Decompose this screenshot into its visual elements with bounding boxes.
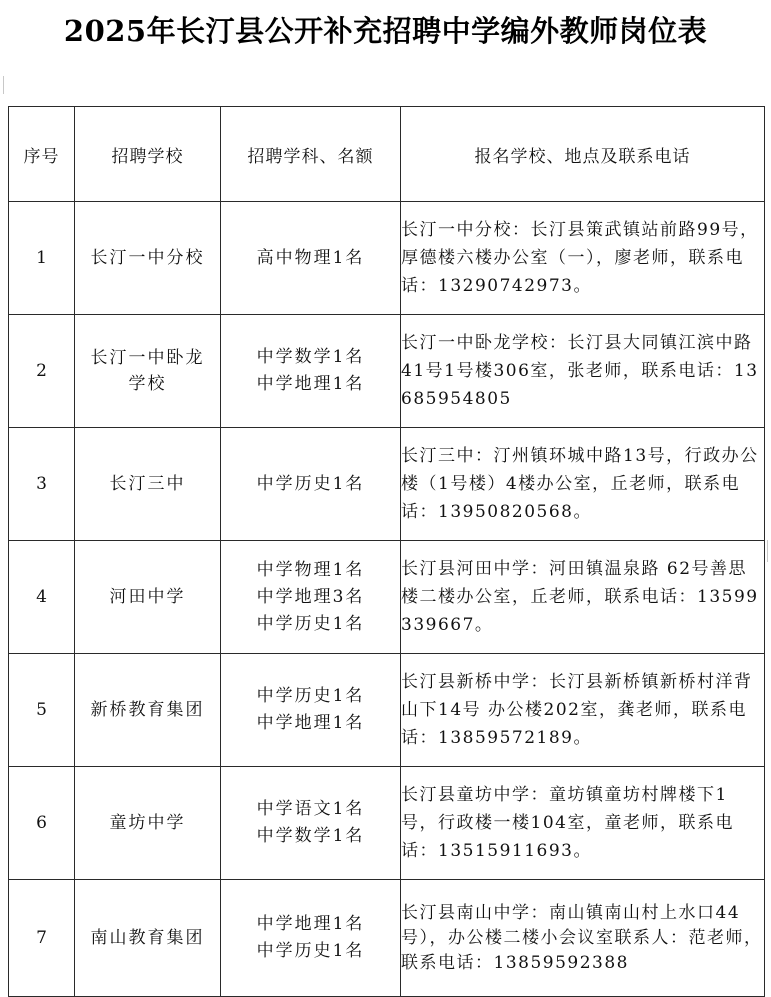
row-index: 1 <box>9 202 75 315</box>
row-subjects <box>221 428 401 541</box>
subject-quota: 中学地理1名 <box>256 374 365 394</box>
row-subjects <box>221 654 401 767</box>
page-edge-mark <box>767 540 768 562</box>
table-row <box>9 880 765 997</box>
subject-quota: 中学历史1名 <box>256 686 365 706</box>
subject-quota: 中学历史1名 <box>256 613 365 634</box>
row-school: 南山教育集团 <box>75 880 221 997</box>
header-index: 序号 <box>9 107 75 202</box>
subject-quota: 中学数学1名 <box>256 347 365 367</box>
row-contact: 长汀县新桥中学：长汀县新桥镇新桥村洋背山下14号 办公楼202室，龚老师，联系电话：13859572189。 <box>401 654 765 767</box>
row-school: 长汀三中 <box>75 428 221 541</box>
subject-quota: 中学历史1名 <box>256 473 365 494</box>
row-subjects <box>221 541 401 654</box>
table-row <box>9 315 765 428</box>
subject-quota: 高中物理1名 <box>256 247 365 268</box>
table-row <box>9 767 765 880</box>
row-contact: 长汀县河田中学：河田镇温泉路 62号善思楼二楼办公室，丘老师，联系电话：13599339667。 <box>401 541 765 654</box>
header-subjects: 招聘学科、名额 <box>221 107 401 202</box>
positions-table <box>8 106 765 997</box>
row-contact: 长汀县南山中学：南山镇南山村上水口44号），办公楼二楼小会议室联系人：范老师，联系电话：13859592388 <box>401 880 765 997</box>
row-contact: 长汀三中：汀州镇环城中路13号，行政办公楼（1号楼）4楼办公室，丘老师，联系电话：13950820568。 <box>401 428 765 541</box>
table-row <box>9 654 765 767</box>
subject-quota: 中学物理1名 <box>256 559 365 580</box>
row-subjects <box>221 767 401 880</box>
row-subjects <box>221 202 401 315</box>
subject-quota: 中学数学1名 <box>256 826 365 846</box>
row-index: 6 <box>9 767 75 880</box>
table-row <box>9 541 765 654</box>
row-contact: 长汀县童坊中学：童坊镇童坊村牌楼下1号，行政楼一楼104室，童老师，联系电话：13515911693。 <box>401 767 765 880</box>
page-title: 2025年长汀县公开补充招聘中学编外教师岗位表 <box>63 14 708 48</box>
row-school: 长汀一中分校 <box>75 202 221 315</box>
row-index: 5 <box>9 654 75 767</box>
header-contact: 报名学校、地点及联系电话 <box>401 107 765 202</box>
subject-quota: 中学语文1名 <box>256 799 365 819</box>
row-contact: 长汀一中卧龙学校：长汀县大同镇江滨中路41号1号楼306室，张老师，联系电话：13685954805 <box>401 315 765 428</box>
page-edge-mark <box>3 76 4 94</box>
row-school: 长汀一中卧龙学校 <box>75 315 221 428</box>
table-row <box>9 202 765 315</box>
table-row <box>9 428 765 541</box>
subject-quota: 中学地理1名 <box>256 713 365 733</box>
subject-quota: 中学地理1名 <box>256 914 365 934</box>
header-school: 招聘学校 <box>75 107 221 202</box>
row-school: 童坊中学 <box>75 767 221 880</box>
row-index: 7 <box>9 880 75 997</box>
row-index: 2 <box>9 315 75 428</box>
subject-quota: 中学历史1名 <box>256 941 365 961</box>
row-subjects <box>221 880 401 997</box>
row-index: 4 <box>9 541 75 654</box>
row-subjects <box>221 315 401 428</box>
row-school: 新桥教育集团 <box>75 654 221 767</box>
subject-quota: 中学地理3名 <box>256 586 365 607</box>
row-contact: 长汀一中分校：长汀县策武镇站前路99号，厚德楼六楼办公室（一），廖老师，联系电话：13290742973。 <box>401 202 765 315</box>
row-index: 3 <box>9 428 75 541</box>
row-school: 河田中学 <box>75 541 221 654</box>
table-header-row <box>9 107 765 202</box>
